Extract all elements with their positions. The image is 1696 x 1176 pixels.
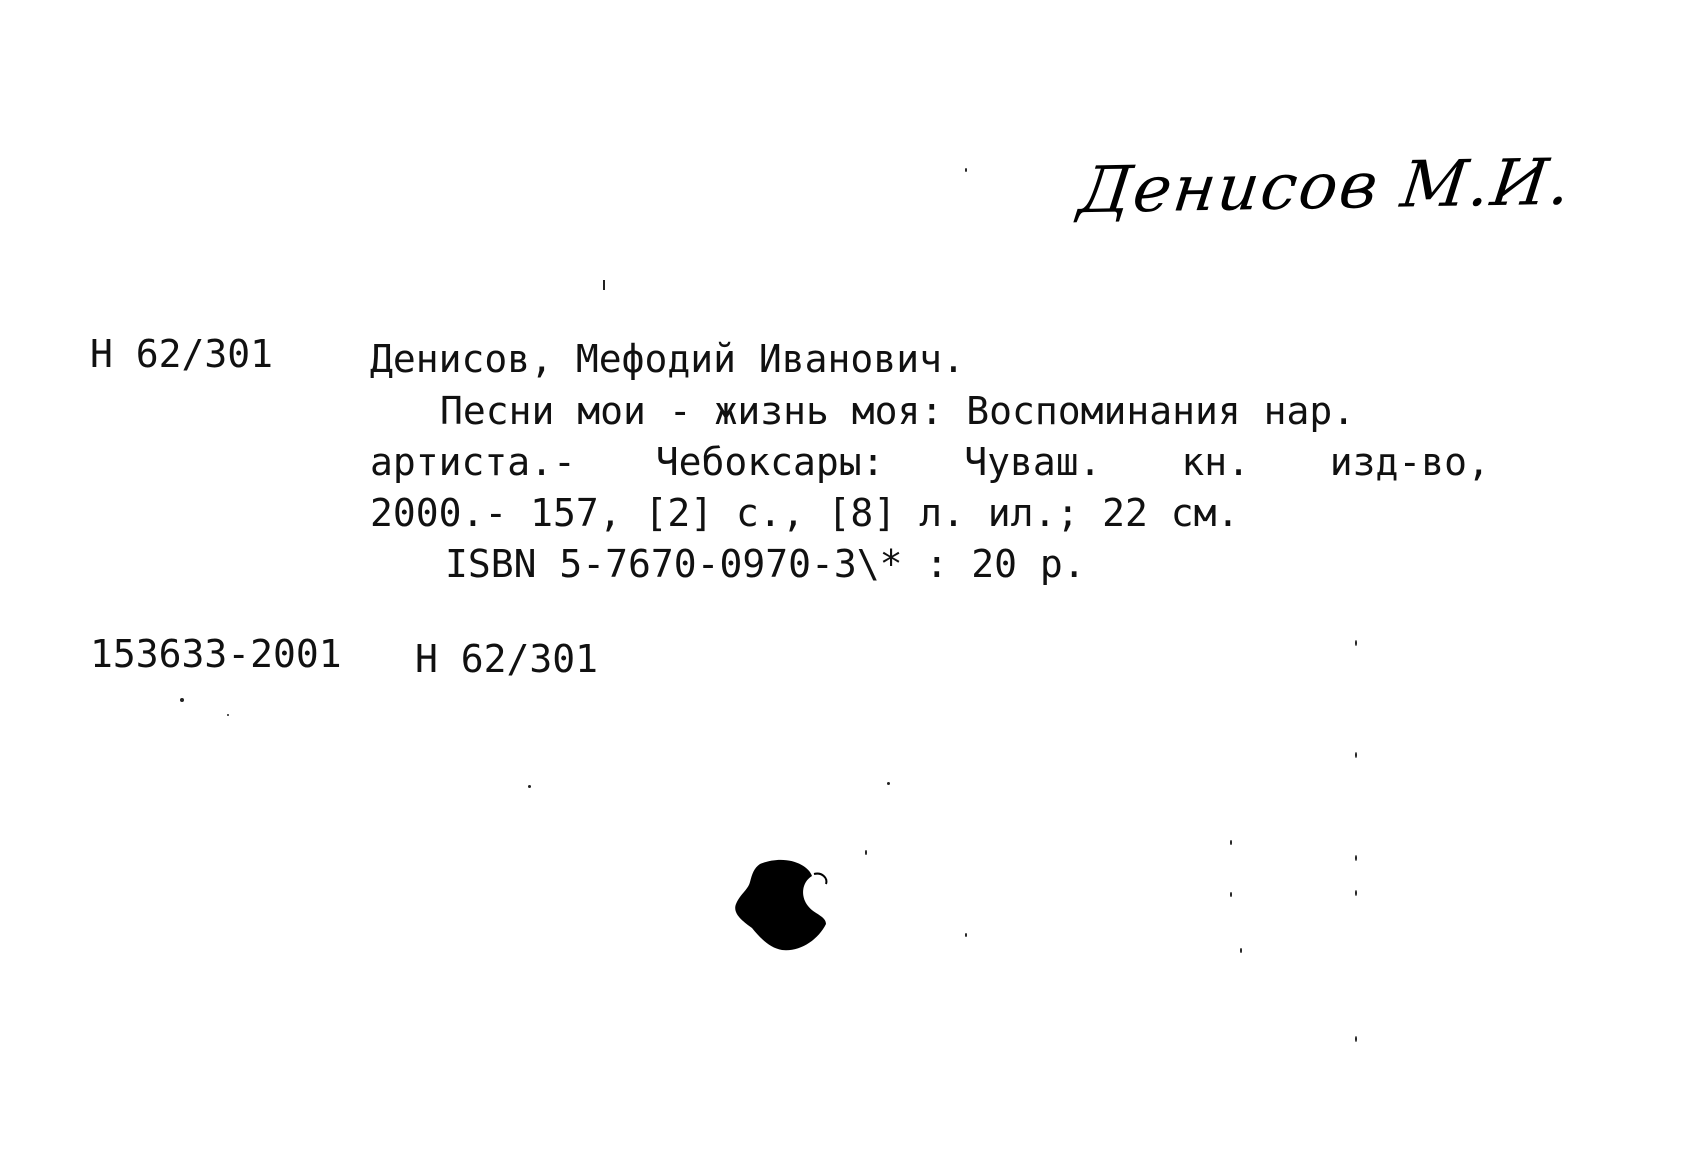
ink-speck	[887, 782, 890, 785]
author-heading: Денисов, Мефодий Иванович.	[370, 337, 965, 381]
ink-speck	[1355, 640, 1357, 646]
ink-speck	[1355, 890, 1357, 896]
ink-speck	[227, 714, 229, 716]
ink-speck	[965, 933, 967, 937]
imprint-word: Чуваш.	[964, 440, 1102, 484]
handwritten-author-name: Денисов М.И.	[1074, 145, 1577, 229]
holdings-shelfmark: Н 62/301	[415, 637, 599, 681]
inventory-number: 153633-2001	[90, 632, 342, 676]
ink-speck	[1240, 948, 1242, 953]
ink-speck	[528, 785, 531, 788]
ink-speck	[965, 168, 967, 172]
isbn-line: ISBN 5-7670-0970-3\* : 20 р.	[445, 542, 1086, 586]
ink-speck	[1230, 892, 1232, 897]
imprint-line	[370, 440, 1490, 484]
imprint-word: изд-во,	[1329, 440, 1490, 484]
ink-speck	[180, 698, 184, 702]
ink-speck	[603, 280, 605, 290]
imprint-word: артиста.-	[370, 440, 576, 484]
ink-speck	[1355, 752, 1357, 758]
ink-speck	[1355, 1036, 1357, 1042]
extent-line: 2000.- 157, [2] с., [8] л. ил.; 22 см.	[370, 491, 1240, 535]
shelfmark: Н 62/301	[90, 332, 274, 376]
ink-speck	[1355, 855, 1357, 861]
ink-speck	[865, 850, 867, 855]
title-line: Песни мои - жизнь моя: Воспоминания нар.	[440, 389, 1356, 433]
ink-blot	[730, 856, 840, 956]
imprint-word: кн.	[1181, 440, 1250, 484]
imprint-word: Чебоксары:	[655, 440, 885, 484]
ink-speck	[1230, 840, 1232, 845]
